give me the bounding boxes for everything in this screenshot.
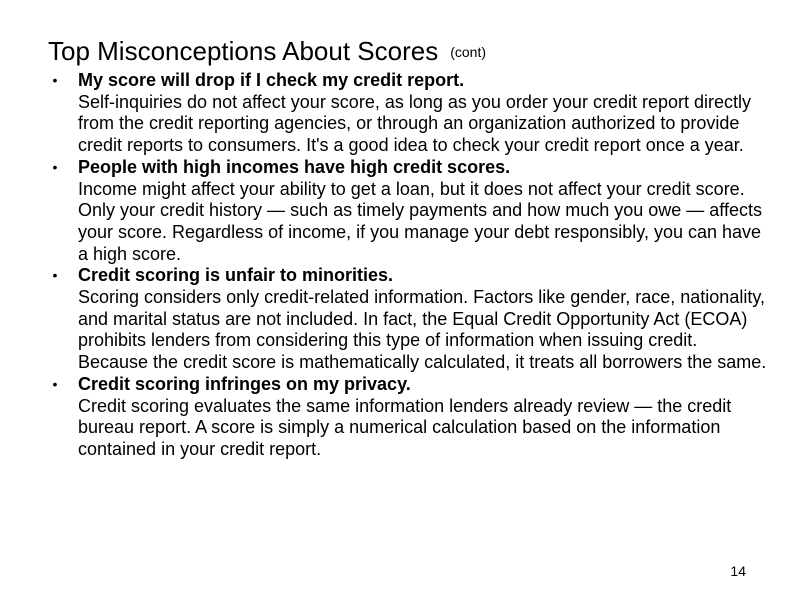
item-body: Scoring considers only credit-related information. Factors like gender, race, nationality, and marital status are not included. In fact, the Equal Credit Opportunity Act (ECOA) prohibits lenders from considering this type of information when issuing credit. Because the credit score is mathematically calculated, it treats all borrowers the same. — [78, 287, 767, 373]
bullet-icon: • — [52, 375, 58, 392]
list-item — [48, 374, 768, 461]
page-number: 14 — [730, 563, 746, 579]
list-item — [48, 265, 768, 374]
bullet-icon: • — [52, 72, 58, 88]
list-item — [48, 157, 768, 266]
bullet-icon: • — [52, 158, 58, 175]
misconception-list — [48, 70, 768, 461]
item-heading: My score will drop if I check my credit report. — [78, 70, 465, 90]
list-item — [48, 70, 768, 157]
item-body: Self-inquiries do not affect your score, as long as you order your credit report directly from the credit reporting agencies, or through an organization authorized to provide credit reports to consumers. It's a good idea to check your credit report once a year. — [78, 91, 751, 156]
item-heading: Credit scoring is unfair to minorities. — [78, 265, 394, 286]
title-text: Top Misconceptions About Scores — [48, 36, 439, 66]
title-suffix: (cont) — [450, 44, 487, 60]
item-body: Credit scoring evaluates the same information lenders already review — the credit bureau report. A score is simply a numerical calculation based on the information contained in your credit report. — [78, 395, 732, 459]
item-heading: Credit scoring infringes on my privacy. — [78, 373, 411, 394]
slide-title — [48, 34, 486, 69]
item-heading: People with high incomes have high credit scores. — [78, 156, 511, 177]
bullet-icon: • — [52, 267, 58, 284]
item-body: Income might affect your ability to get a loan, but it does not affect your credit score. Only your credit history — such as timely payments and how much you owe — affects your score. Regardless of income, if you manage your debt responsibly, you can have a high score. — [78, 178, 762, 264]
